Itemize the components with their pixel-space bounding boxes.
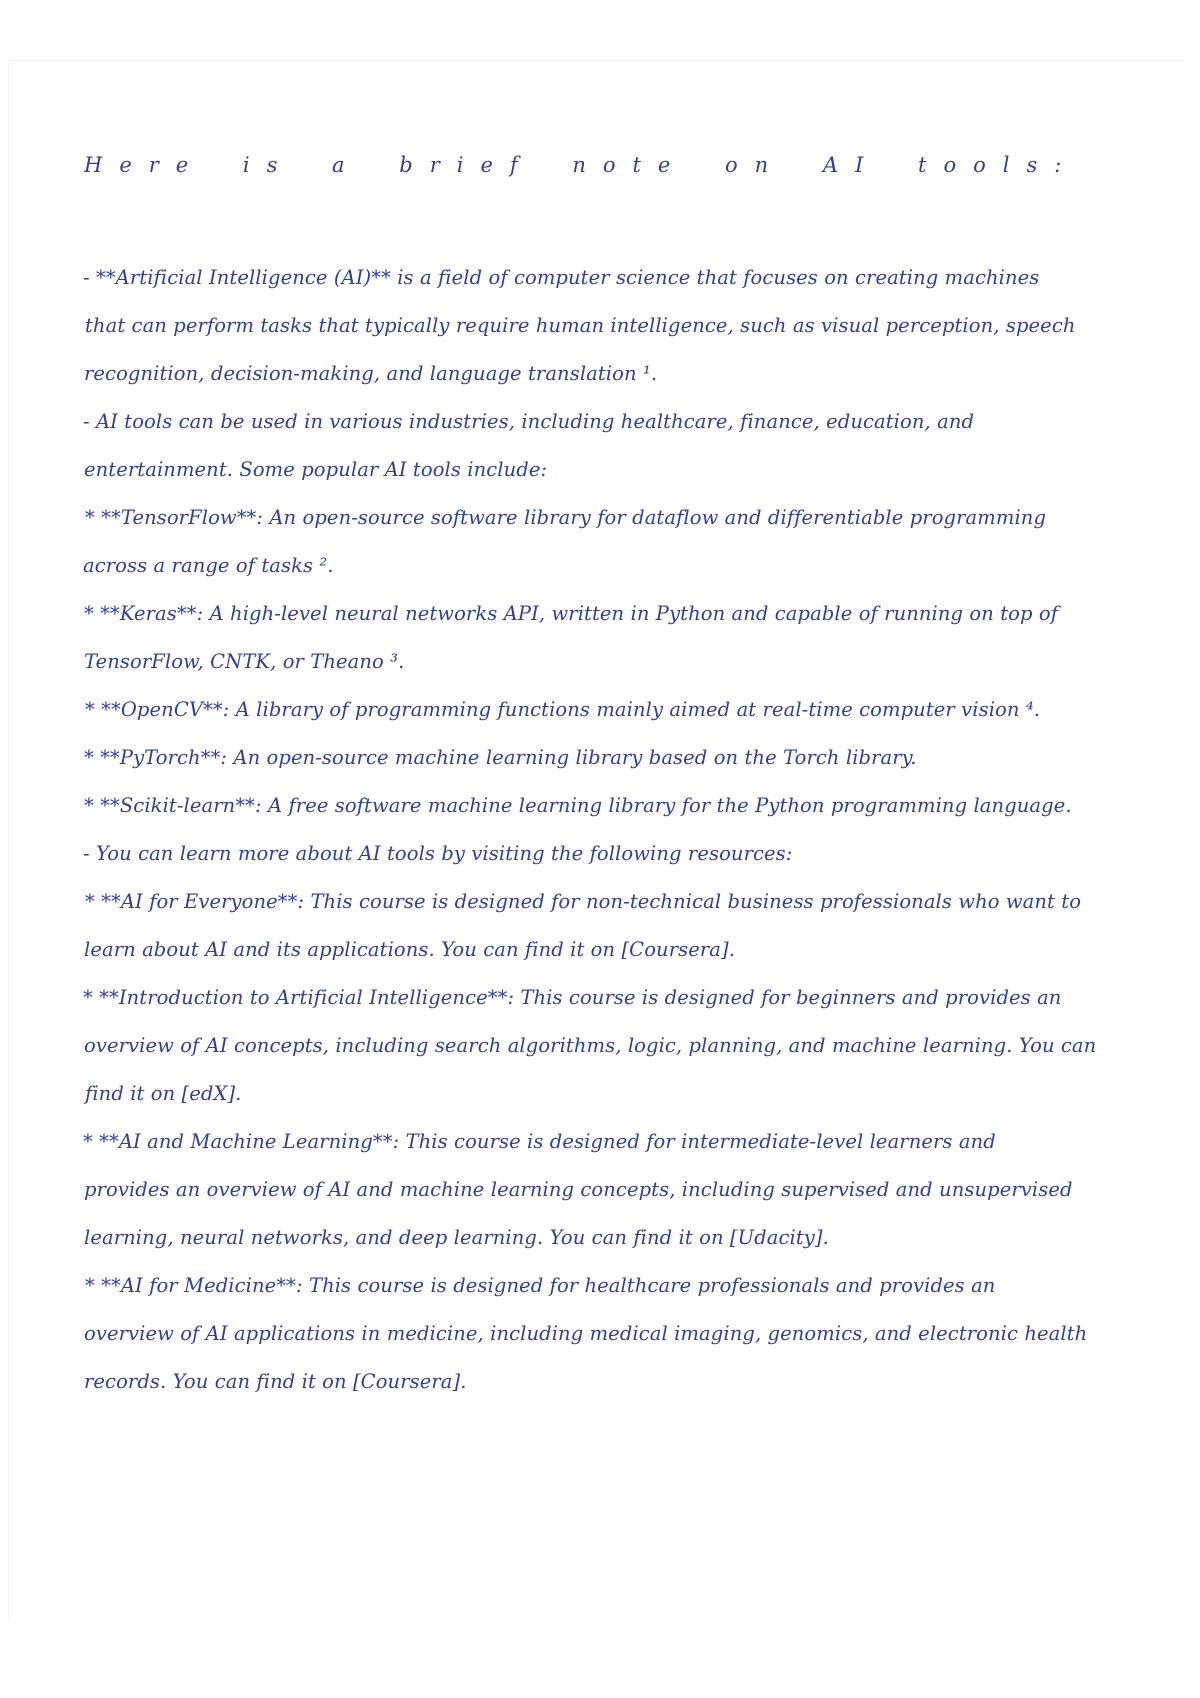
note-line: * **Scikit-learn**: A free software machine learning library for the Python programming language. bbox=[84, 794, 1072, 817]
note-line: - You can learn more about AI tools by visiting the following resources: bbox=[83, 842, 793, 865]
handwritten-note bbox=[84, 150, 1164, 1406]
note-line: * **OpenCV**: A library of programming functions mainly aimed at real-time computer vision ⁴. bbox=[85, 698, 1041, 721]
note-line: - **Artificial Intelligence (AI)** is a field of computer science that focuses on creating machines bbox=[83, 266, 1040, 289]
note-line: * **PyTorch**: An open-source machine learning library based on the Torch library. bbox=[84, 746, 917, 769]
note-line: recognition, decision-making, and language translation ¹. bbox=[84, 362, 658, 385]
note-body bbox=[84, 254, 1164, 1406]
note-line: * **TensorFlow**: An open-source software library for dataflow and differentiable programming bbox=[85, 506, 1047, 529]
note-line: provides an overview of AI and machine learning concepts, including supervised and unsupervised bbox=[84, 1178, 1073, 1201]
note-line: learning, neural networks, and deep learning. You can find it on [Udacity]. bbox=[84, 1226, 829, 1249]
note-title: Here is a brief note on AI tools: bbox=[84, 153, 1079, 177]
note-line: learn about AI and its applications. You can find it on [Coursera]. bbox=[84, 938, 736, 961]
note-line: across a range of tasks ². bbox=[83, 554, 334, 577]
note-line: overview of AI applications in medicine, including medical imaging, genomics, and electronic health bbox=[84, 1322, 1088, 1345]
note-line: * **AI for Medicine**: This course is designed for healthcare professionals and provides an bbox=[85, 1274, 996, 1297]
note-line: entertainment. Some popular AI tools include: bbox=[84, 458, 548, 481]
note-line: records. You can find it on [Coursera]. bbox=[84, 1370, 467, 1393]
note-line: * **AI and Machine Learning**: This course is designed for intermediate-level learners and bbox=[83, 1130, 996, 1153]
note-line: * **Introduction to Artificial Intelligence**: This course is designed for beginners and provides an bbox=[83, 986, 1062, 1009]
note-line: - AI tools can be used in various industries, including healthcare, finance, education, and bbox=[83, 410, 975, 433]
note-line: that can perform tasks that typically require human intelligence, such as visual perception, speech bbox=[85, 314, 1076, 337]
note-line: * **AI for Everyone**: This course is designed for non-technical business professionals who want to bbox=[85, 890, 1082, 913]
note-line: find it on [edX]. bbox=[85, 1082, 242, 1105]
note-line: overview of AI concepts, including search algorithms, logic, planning, and machine learning. You can bbox=[84, 1034, 1097, 1057]
note-line: TensorFlow, CNTK, or Theano ³. bbox=[84, 650, 405, 673]
note-line: * **Keras**: A high-level neural networks API, written in Python and capable of running on top of bbox=[84, 602, 1059, 625]
